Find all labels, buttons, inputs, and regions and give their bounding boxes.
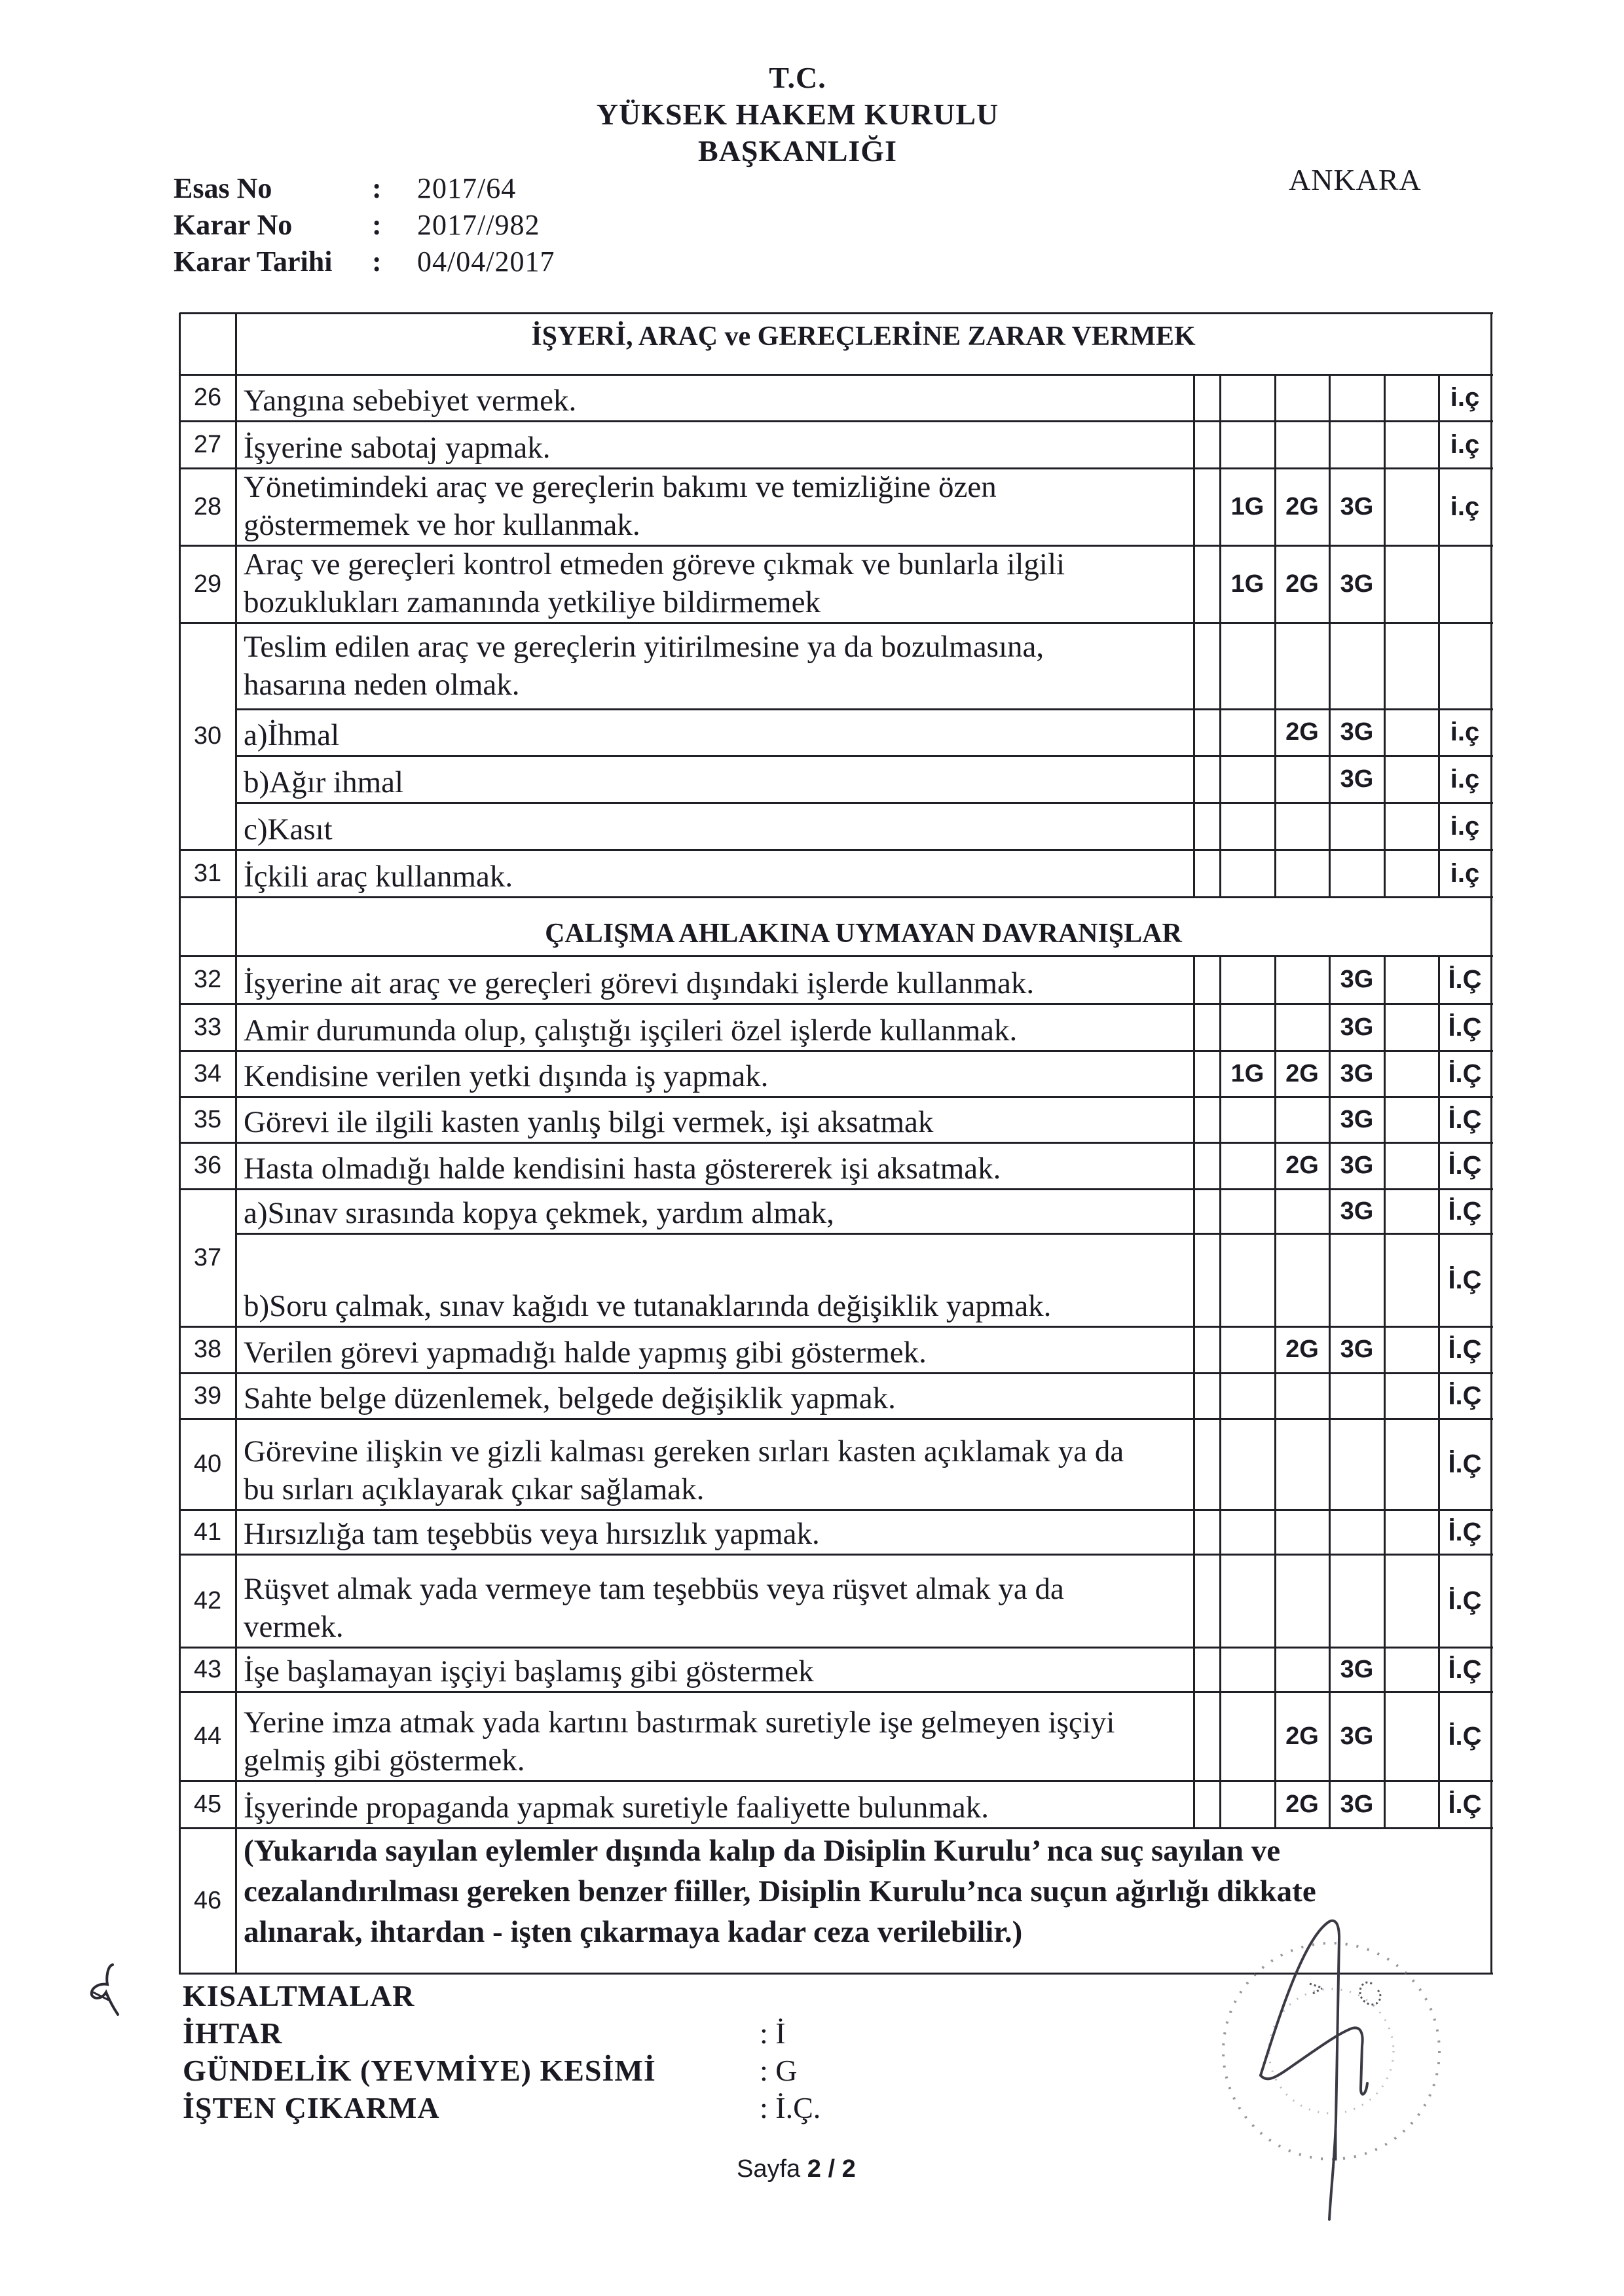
dismissal-cell	[1439, 623, 1491, 709]
esas-no-colon: :	[372, 172, 382, 204]
offense-text-line: Görevi ile ilgili kasten yanlış bilgi vermek, işi aksatmak	[244, 1105, 934, 1139]
penalty-cell-p3	[1329, 374, 1384, 421]
dismissal-cell: i.ç	[1450, 492, 1480, 521]
penalty-cell-p1: 1G	[1230, 570, 1264, 598]
offense-text-line: hasarına neden olmak.	[244, 668, 520, 702]
penalty-cell-p2	[1275, 1189, 1329, 1233]
table-column-rule	[1193, 756, 1195, 804]
karar-tarihi-label: Karar Tarihi	[174, 246, 333, 278]
abbr-label-gundelik: GÜNDELİK (YEVMİYE) KESİMİ	[183, 2054, 656, 2087]
penalty-cell-p3: 3G	[1340, 492, 1374, 520]
karar-tarihi-value: 04/04/2017	[417, 246, 555, 278]
offense-text-line: İşyerinde propaganda yapmak suretiyle faaliyette bulunmak.	[244, 1791, 989, 1825]
offense-text-line: Yerine imza atmak yada kartını bastırmak suretiyle işe gelmeyen işçiyi	[244, 1705, 1115, 1740]
dismissal-cell: İ.Ç	[1448, 1196, 1482, 1226]
table-column-rule	[1193, 1142, 1195, 1190]
penalty-cell-p3: 3G	[1340, 1105, 1374, 1133]
penalty-cell-p3: 3G	[1340, 1336, 1374, 1363]
dismissal-cell: İ.Ç	[1448, 1104, 1482, 1134]
penalty-cell-p2	[1275, 756, 1329, 803]
row-number: 32	[193, 966, 222, 993]
offense-description	[236, 1189, 1194, 1233]
penalty-cell-p2	[1275, 1004, 1329, 1051]
table-column-rule	[1193, 1097, 1195, 1144]
penalty-cell-p2	[1275, 1097, 1329, 1142]
row-number: 30	[193, 722, 222, 750]
penalty-cell-p2: 2G	[1285, 492, 1319, 520]
penalty-cell-p2	[1275, 1419, 1329, 1510]
table-column-rule	[1193, 421, 1195, 469]
offense-text-line: gelmiş gibi göstermek.	[244, 1743, 525, 1777]
esas-no-label: Esas No	[174, 172, 272, 204]
table-column-rule	[1193, 1004, 1195, 1052]
penalty-cell-p1	[1220, 850, 1275, 897]
abbr-label-ihtar: İHTAR	[183, 2016, 283, 2050]
table-column-rule	[1193, 1373, 1195, 1420]
penalty-cell-p1	[1220, 1326, 1275, 1373]
penalty-cell-p2	[1275, 956, 1329, 1004]
page-total: 2	[841, 2155, 856, 2183]
penalty-cell-p2	[1275, 374, 1329, 421]
offense-description	[236, 545, 1194, 623]
dismissal-cell	[1439, 545, 1491, 623]
offense-text-line: Araç ve gereçleri kontrol etmeden göreve çıkmak ve bunlarla ilgili	[244, 547, 1065, 581]
page-current: 2	[807, 2155, 821, 2183]
penalty-cell-p1: 1G	[1230, 1059, 1264, 1087]
dismissal-cell: i.ç	[1450, 383, 1480, 412]
offense-description	[236, 1004, 1194, 1051]
penalty-cell-p1	[1220, 1554, 1275, 1647]
penalty-cell-p1	[1220, 1233, 1275, 1326]
offense-description	[236, 374, 1194, 421]
row-number: 36	[193, 1152, 222, 1179]
penalty-cell-p1	[1220, 1142, 1275, 1189]
penalty-cell-p3: 3G	[1340, 1790, 1374, 1818]
offense-text-line: Teslim edilen araç ve gereçlerin yitirilmesine ya da bozulmasına,	[244, 630, 1044, 664]
table-column-rule	[1193, 1647, 1195, 1693]
table-column-rule	[1193, 1554, 1195, 1649]
penalty-cell-p1	[1220, 1692, 1275, 1781]
table-column-rule	[1193, 1233, 1195, 1328]
penalty-cell-p2	[1275, 1373, 1329, 1419]
offense-description	[236, 1233, 1194, 1326]
offense-text-line: Hasta olmadığı halde kendisini hasta göstererek işi aksatmak.	[244, 1152, 1001, 1186]
signature-icon	[1205, 1912, 1467, 2239]
penalty-cell-p1	[1220, 421, 1275, 468]
offense-description	[236, 803, 1194, 850]
penalty-cell-p1	[1220, 1781, 1275, 1828]
offense-text-line: (Yukarıda sayılan eylemler dışında kalıp da Disiplin Kurulu’ nca suç sayılan ve	[244, 1834, 1281, 1868]
table-column-rule	[1193, 1189, 1195, 1235]
penalty-cell-p3: 3G	[1340, 1655, 1374, 1683]
penalty-cell-p2	[1275, 850, 1329, 897]
penalty-cell-p1	[1220, 803, 1275, 850]
dismissal-cell: İ.Ç	[1448, 1012, 1482, 1042]
offense-description	[236, 468, 1194, 545]
penalty-cell-p2	[1275, 803, 1329, 850]
table-column-rule	[1193, 803, 1195, 851]
table-column-rule	[1193, 850, 1195, 898]
penalty-cell-p3	[1329, 1510, 1384, 1554]
offense-description	[236, 1647, 1194, 1692]
penalty-cell-p1	[1220, 1510, 1275, 1554]
row-number: 46	[193, 1886, 222, 1914]
offense-text-line: a)İhmal	[244, 718, 340, 752]
penalty-cell-p2: 2G	[1285, 1059, 1319, 1087]
table-top-border	[179, 312, 1493, 314]
dismissal-cell: i.ç	[1450, 858, 1480, 888]
offense-text-line: İçkili araç kullanmak.	[244, 860, 513, 894]
offense-description	[236, 956, 1194, 1004]
row-number: 34	[193, 1059, 222, 1087]
penalty-cell-p1	[1220, 956, 1275, 1004]
abbr-value-isten-cikarma: : İ.Ç.	[760, 2091, 821, 2124]
page-separator: /	[828, 2155, 835, 2183]
penalty-cell-p1	[1220, 623, 1275, 709]
row-number: 28	[193, 492, 222, 520]
offense-description	[236, 709, 1194, 756]
row-number: 43	[193, 1655, 222, 1683]
row-number: 39	[193, 1381, 222, 1410]
offense-description	[236, 850, 1194, 897]
offense-text-line: Yönetimindeki araç ve gereçlerin bakımı ve temizliğine özen	[244, 470, 997, 504]
section-title: İŞYERİ, ARAÇ ve GEREÇLERİNE ZARAR VERMEK	[531, 321, 1196, 352]
dismissal-cell: i.ç	[1450, 429, 1480, 459]
offense-text-line: Sahte belge düzenlemek, belgede değişiklik yapmak.	[244, 1381, 896, 1415]
penalty-cell-p2: 2G	[1285, 1790, 1319, 1818]
dismissal-cell: i.ç	[1450, 718, 1480, 746]
row-number: 35	[193, 1105, 222, 1133]
offense-text-line: a)Sınav sırasında kopya çekmek, yardım almak,	[244, 1196, 834, 1230]
offense-description	[236, 1142, 1194, 1189]
penalty-cell-p1	[1220, 374, 1275, 421]
offense-description	[236, 1692, 1194, 1781]
penalty-cell-p3	[1329, 803, 1384, 850]
offense-description	[236, 756, 1194, 803]
offense-description	[236, 1781, 1194, 1828]
penalty-cell-p1	[1220, 709, 1275, 756]
abbr-label-isten-cikarma: İŞTEN ÇIKARMA	[183, 2091, 440, 2124]
penalty-cell-p2: 2G	[1285, 1336, 1319, 1363]
penalty-cell-p3: 3G	[1340, 966, 1374, 993]
penalty-cell-p1	[1220, 1097, 1275, 1142]
penalty-cell-p3: 3G	[1340, 1013, 1374, 1041]
row-number: 40	[193, 1450, 222, 1478]
table-column-rule	[1193, 545, 1195, 624]
penalty-cell-p1	[1220, 1004, 1275, 1051]
karar-no-colon: :	[372, 209, 382, 241]
offense-description	[236, 421, 1194, 468]
dismissal-cell: İ.Ç	[1448, 1335, 1482, 1364]
table-column-rule	[1193, 1326, 1195, 1374]
row-rule	[179, 896, 1493, 898]
penalty-cell-p2: 2G	[1285, 570, 1319, 598]
offense-description	[236, 1510, 1194, 1554]
penalty-cell-p2	[1275, 1233, 1329, 1326]
page-number	[737, 2155, 856, 2183]
header-line-tc: T.C.	[769, 61, 826, 94]
offense-text-line: b)Ağır ihmal	[244, 765, 404, 799]
offense-text-line: cezalandırılması gereken benzer fiiller, Disiplin Kurulu’nca suçun ağırlığı dikkate	[244, 1874, 1316, 1908]
penalty-cell-p3: 3G	[1340, 1152, 1374, 1179]
esas-no-value: 2017/64	[417, 172, 517, 204]
dismissal-cell: İ.Ç	[1448, 1449, 1482, 1478]
table-column-rule	[1193, 1692, 1195, 1782]
offense-text-line: Rüşvet almak yada vermeye tam teşebbüs veya rüşvet almak ya da	[244, 1572, 1064, 1606]
penalty-cell-p3	[1329, 1233, 1384, 1326]
karar-tarihi-colon: :	[372, 246, 382, 278]
offense-text-line: Yangına sebebiyet vermek.	[244, 384, 577, 418]
dismissal-cell: İ.Ç	[1448, 1265, 1482, 1294]
penalty-cell-p3	[1329, 1419, 1384, 1510]
offense-description	[236, 1051, 1194, 1097]
row-number: 33	[193, 1013, 222, 1041]
dismissal-cell: İ.Ç	[1448, 1059, 1482, 1088]
dismissal-cell: İ.Ç	[1448, 1517, 1482, 1546]
header-line-institution: YÜKSEK HAKEM KURULU	[596, 98, 999, 131]
offense-text-line: Verilen görevi yapmadığı halde yapmış gibi göstermek.	[244, 1336, 927, 1370]
offense-description	[236, 1097, 1194, 1142]
penalty-cell-p3	[1329, 623, 1384, 709]
penalty-cell-p1	[1220, 1647, 1275, 1692]
penalty-cell-p3	[1329, 850, 1384, 897]
offense-text-line: İşyerine sabotaj yapmak.	[244, 431, 551, 465]
row-number: 45	[193, 1790, 222, 1818]
offense-text-line: c)Kasıt	[244, 812, 333, 847]
offense-text-line: alınarak, ihtardan - işten çıkarmaya kadar ceza verilebilir.)	[244, 1915, 1023, 1949]
offense-text-line: bu sırları açıklayarak çıkar sağlamak.	[244, 1472, 705, 1506]
penalty-cell-p3	[1329, 1554, 1384, 1647]
offense-text-line: İşe başlamayan işçiyi başlamış gibi göstermek	[244, 1654, 814, 1688]
dismissal-cell: İ.Ç	[1448, 1721, 1482, 1751]
table-column-rule	[1193, 709, 1195, 757]
table-column-rule	[1193, 1051, 1195, 1098]
offense-text-line: Hırsızlığa tam teşebbüs veya hırsızlık yapmak.	[244, 1517, 820, 1551]
offense-text-line: İşyerine ait araç ve gereçleri görevi dışındaki işlerde kullanmak.	[244, 966, 1035, 1000]
abbr-value-ihtar: : İ	[760, 2016, 786, 2050]
row-number: 26	[193, 384, 222, 411]
table-column-rule	[1193, 956, 1195, 1005]
penalty-cell-p3: 3G	[1340, 1197, 1374, 1225]
dismissal-cell: İ.Ç	[1448, 1151, 1482, 1180]
dismissal-cell: i.ç	[1450, 764, 1480, 793]
row-number: 44	[193, 1722, 222, 1750]
offense-text-line: vermek.	[244, 1610, 344, 1644]
offense-text-line: b)Soru çalmak, sınav kağıdı ve tutanaklarında değişiklik yapmak.	[244, 1289, 1052, 1323]
abbreviations-title: KISALTMALAR	[183, 1979, 415, 2013]
table-column-rule	[1193, 623, 1195, 710]
offense-description	[236, 1554, 1194, 1647]
dismissal-cell: İ.Ç	[1448, 1789, 1482, 1819]
offense-text-line: Görevine ilişkin ve gizli kalması gereken sırları kasten açıklamak ya da	[244, 1434, 1124, 1468]
penalty-cell-p2: 2G	[1285, 718, 1319, 746]
penalty-cell-p2	[1275, 623, 1329, 709]
table-column-rule	[1193, 1419, 1195, 1511]
penalty-cell-p3: 3G	[1340, 1722, 1374, 1750]
karar-no-value: 2017//982	[417, 209, 540, 241]
row-number: 42	[193, 1586, 222, 1614]
dismissal-cell: İ.Ç	[1448, 965, 1482, 994]
penalty-cell-p3: 3G	[1340, 570, 1374, 598]
penalty-cell-p2	[1275, 421, 1329, 468]
row-number: 29	[193, 570, 222, 598]
dismissal-cell: İ.Ç	[1448, 1381, 1482, 1410]
offense-text-line: göstermemek ve hor kullanmak.	[244, 508, 640, 542]
row-number: 41	[193, 1518, 222, 1546]
header-line-presidency: BAŞKANLIĞI	[698, 134, 897, 168]
row-number: 31	[193, 859, 222, 887]
table-column-rule	[1193, 1781, 1195, 1829]
section-title: ÇALIŞMA AHLAKINA UYMAYAN DAVRANIŞLAR	[545, 919, 1182, 949]
city-label: ANKARA	[1289, 163, 1422, 196]
offense-description	[236, 1419, 1194, 1510]
abbr-value-gundelik: : G	[760, 2054, 798, 2087]
penalty-cell-p3	[1329, 1373, 1384, 1419]
table-column-rule	[1193, 1510, 1195, 1556]
offense-description	[236, 1373, 1194, 1419]
offense-text-line: Amir durumunda olup, çalıştığı işçileri özel işlerde kullanmak.	[244, 1013, 1018, 1048]
offense-text-line: bozuklukları zamanında yetkiliye bildirmemek	[244, 585, 821, 619]
initial-mark-icon	[79, 1961, 124, 2020]
penalty-cell-p1	[1220, 1373, 1275, 1419]
penalty-cell-p1	[1220, 1419, 1275, 1510]
page-prefix: Sayfa	[737, 2155, 801, 2183]
row-number: 38	[193, 1336, 222, 1363]
row-number: 27	[193, 430, 222, 458]
penalty-cell-p2	[1275, 1647, 1329, 1692]
penalty-cell-p2: 2G	[1285, 1152, 1319, 1179]
offense-description	[236, 1326, 1194, 1373]
table-column-rule	[1193, 374, 1195, 422]
dismissal-cell: i.ç	[1450, 811, 1480, 841]
penalty-cell-p3: 3G	[1340, 1059, 1374, 1087]
table-column-rule	[1193, 468, 1195, 547]
penalty-cell-p3: 3G	[1340, 765, 1374, 793]
penalty-cell-p2: 2G	[1285, 1722, 1319, 1750]
penalty-cell-p3	[1329, 421, 1384, 468]
penalty-cell-p1: 1G	[1230, 492, 1264, 520]
penalty-cell-p1	[1220, 756, 1275, 803]
karar-no-label: Karar No	[174, 209, 293, 241]
offense-text-line: Kendisine verilen yetki dışında iş yapmak.	[244, 1059, 769, 1093]
penalty-cell-p2	[1275, 1510, 1329, 1554]
offense-description	[236, 623, 1194, 705]
dismissal-cell: İ.Ç	[1448, 1586, 1482, 1615]
row-number: 37	[193, 1243, 222, 1271]
penalty-cell-p2	[1275, 1554, 1329, 1647]
penalty-cell-p1	[1220, 1189, 1275, 1233]
dismissal-cell: İ.Ç	[1448, 1654, 1482, 1684]
penalty-cell-p3: 3G	[1340, 718, 1374, 746]
